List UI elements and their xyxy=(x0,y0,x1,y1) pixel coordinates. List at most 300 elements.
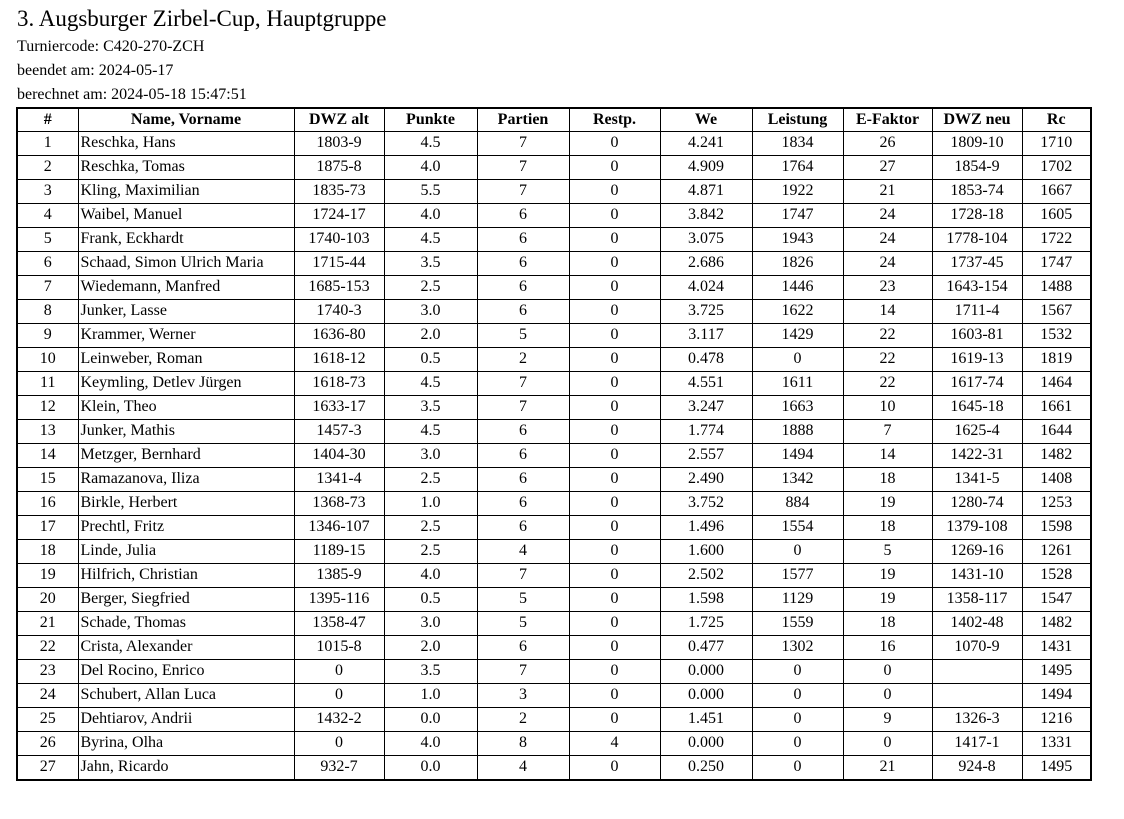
cell-rank: 16 xyxy=(17,492,78,516)
cell-we: 3.842 xyxy=(660,204,752,228)
cell-punkte: 3.5 xyxy=(384,396,477,420)
cell-e-faktor: 24 xyxy=(843,204,932,228)
cell-rc: 1253 xyxy=(1022,492,1091,516)
cell-e-faktor: 10 xyxy=(843,396,932,420)
cell-dwz-neu: 1643-154 xyxy=(932,276,1022,300)
cell-we: 1.600 xyxy=(660,540,752,564)
cell-e-faktor: 26 xyxy=(843,132,932,156)
cell-leistung: 0 xyxy=(752,732,843,756)
cell-dwz-alt: 1358-47 xyxy=(294,612,384,636)
cell-dwz-neu: 1402-48 xyxy=(932,612,1022,636)
cell-leistung: 1747 xyxy=(752,204,843,228)
col-header-leistung: Leistung xyxy=(752,108,843,132)
cell-leistung: 1342 xyxy=(752,468,843,492)
cell-rc: 1408 xyxy=(1022,468,1091,492)
cell-dwz-alt: 1740-103 xyxy=(294,228,384,252)
cell-dwz-alt: 1835-73 xyxy=(294,180,384,204)
cell-dwz-neu: 1854-9 xyxy=(932,156,1022,180)
table-row xyxy=(17,612,1091,636)
cell-rc: 1464 xyxy=(1022,372,1091,396)
cell-rc: 1605 xyxy=(1022,204,1091,228)
cell-dwz-alt: 1015-8 xyxy=(294,636,384,660)
table-row xyxy=(17,300,1091,324)
cell-name: Dehtiarov, Andrii xyxy=(78,708,294,732)
cell-punkte: 1.0 xyxy=(384,492,477,516)
cell-rc: 1598 xyxy=(1022,516,1091,540)
cell-e-faktor: 24 xyxy=(843,252,932,276)
cell-dwz-alt: 1740-3 xyxy=(294,300,384,324)
cell-restp: 0 xyxy=(569,228,660,252)
cell-rc: 1747 xyxy=(1022,252,1091,276)
cell-dwz-neu: 1417-1 xyxy=(932,732,1022,756)
cell-rc: 1644 xyxy=(1022,420,1091,444)
cell-name: Keymling, Detlev Jürgen xyxy=(78,372,294,396)
cell-rank: 15 xyxy=(17,468,78,492)
cell-e-faktor: 7 xyxy=(843,420,932,444)
cell-leistung: 1446 xyxy=(752,276,843,300)
table-row xyxy=(17,228,1091,252)
cell-rc: 1819 xyxy=(1022,348,1091,372)
cell-partien: 5 xyxy=(477,324,569,348)
cell-dwz-alt: 1724-17 xyxy=(294,204,384,228)
cell-dwz-neu xyxy=(932,660,1022,684)
cell-leistung: 1302 xyxy=(752,636,843,660)
cell-dwz-neu: 1778-104 xyxy=(932,228,1022,252)
calculated-date: berechnet am: 2024-05-18 15:47:51 xyxy=(17,86,247,103)
cell-partien: 6 xyxy=(477,492,569,516)
cell-dwz-neu: 1619-13 xyxy=(932,348,1022,372)
table-row xyxy=(17,588,1091,612)
cell-we: 3.752 xyxy=(660,492,752,516)
cell-punkte: 4.5 xyxy=(384,228,477,252)
cell-rank: 11 xyxy=(17,372,78,396)
cell-dwz-neu: 924-8 xyxy=(932,756,1022,781)
cell-punkte: 1.0 xyxy=(384,684,477,708)
cell-e-faktor: 0 xyxy=(843,660,932,684)
cell-dwz-alt: 1341-4 xyxy=(294,468,384,492)
table-row xyxy=(17,252,1091,276)
cell-e-faktor: 19 xyxy=(843,564,932,588)
cell-leistung: 1429 xyxy=(752,324,843,348)
cell-dwz-neu: 1280-74 xyxy=(932,492,1022,516)
cell-leistung: 1611 xyxy=(752,372,843,396)
cell-e-faktor: 19 xyxy=(843,492,932,516)
cell-we: 2.502 xyxy=(660,564,752,588)
table-row xyxy=(17,636,1091,660)
cell-punkte: 2.5 xyxy=(384,468,477,492)
cell-e-faktor: 5 xyxy=(843,540,932,564)
cell-restp: 0 xyxy=(569,324,660,348)
cell-rc: 1495 xyxy=(1022,660,1091,684)
cell-restp: 0 xyxy=(569,612,660,636)
cell-partien: 5 xyxy=(477,588,569,612)
cell-punkte: 3.0 xyxy=(384,612,477,636)
cell-partien: 4 xyxy=(477,540,569,564)
cell-partien: 7 xyxy=(477,660,569,684)
cell-name: Junker, Mathis xyxy=(78,420,294,444)
cell-leistung: 1554 xyxy=(752,516,843,540)
cell-we: 0.000 xyxy=(660,732,752,756)
cell-punkte: 3.5 xyxy=(384,660,477,684)
table-row xyxy=(17,156,1091,180)
col-header-dwz-alt: DWZ alt xyxy=(294,108,384,132)
cell-we: 0.478 xyxy=(660,348,752,372)
cell-punkte: 4.0 xyxy=(384,156,477,180)
cell-we: 3.725 xyxy=(660,300,752,324)
cell-dwz-alt: 1633-17 xyxy=(294,396,384,420)
cell-rank: 10 xyxy=(17,348,78,372)
cell-partien: 2 xyxy=(477,348,569,372)
col-header-e-faktor: E-Faktor xyxy=(843,108,932,132)
cell-name: Birkle, Herbert xyxy=(78,492,294,516)
cell-rc: 1216 xyxy=(1022,708,1091,732)
cell-dwz-alt: 1618-12 xyxy=(294,348,384,372)
cell-partien: 6 xyxy=(477,252,569,276)
cell-partien: 6 xyxy=(477,300,569,324)
cell-rank: 26 xyxy=(17,732,78,756)
cell-dwz-neu: 1431-10 xyxy=(932,564,1022,588)
table-row xyxy=(17,492,1091,516)
cell-e-faktor: 0 xyxy=(843,732,932,756)
cell-dwz-neu: 1341-5 xyxy=(932,468,1022,492)
cell-we: 1.725 xyxy=(660,612,752,636)
cell-dwz-neu: 1617-74 xyxy=(932,372,1022,396)
cell-name: Krammer, Werner xyxy=(78,324,294,348)
cell-e-faktor: 16 xyxy=(843,636,932,660)
cell-dwz-neu: 1737-45 xyxy=(932,252,1022,276)
cell-rank: 19 xyxy=(17,564,78,588)
cell-punkte: 4.0 xyxy=(384,204,477,228)
cell-dwz-alt: 0 xyxy=(294,660,384,684)
cell-restp: 0 xyxy=(569,636,660,660)
table-row xyxy=(17,540,1091,564)
col-header-rc: Rc xyxy=(1022,108,1091,132)
cell-rank: 2 xyxy=(17,156,78,180)
cell-name: Metzger, Bernhard xyxy=(78,444,294,468)
table-row xyxy=(17,468,1091,492)
cell-dwz-neu: 1603-81 xyxy=(932,324,1022,348)
cell-partien: 5 xyxy=(477,612,569,636)
cell-rank: 23 xyxy=(17,660,78,684)
cell-restp: 0 xyxy=(569,708,660,732)
cell-dwz-alt: 1715-44 xyxy=(294,252,384,276)
cell-restp: 0 xyxy=(569,684,660,708)
cell-rc: 1494 xyxy=(1022,684,1091,708)
cell-name: Reschka, Tomas xyxy=(78,156,294,180)
cell-rc: 1702 xyxy=(1022,156,1091,180)
cell-restp: 0 xyxy=(569,516,660,540)
cell-name: Reschka, Hans xyxy=(78,132,294,156)
cell-dwz-alt: 1385-9 xyxy=(294,564,384,588)
cell-rank: 1 xyxy=(17,132,78,156)
cell-we: 1.774 xyxy=(660,420,752,444)
cell-dwz-alt: 1457-3 xyxy=(294,420,384,444)
cell-rank: 7 xyxy=(17,276,78,300)
cell-partien: 4 xyxy=(477,756,569,781)
cell-restp: 0 xyxy=(569,660,660,684)
cell-leistung: 1834 xyxy=(752,132,843,156)
cell-punkte: 4.5 xyxy=(384,372,477,396)
cell-rank: 9 xyxy=(17,324,78,348)
table-row xyxy=(17,732,1091,756)
cell-rc: 1482 xyxy=(1022,612,1091,636)
cell-dwz-alt: 1189-15 xyxy=(294,540,384,564)
cell-dwz-alt: 0 xyxy=(294,684,384,708)
cell-name: Hilfrich, Christian xyxy=(78,564,294,588)
cell-we: 4.024 xyxy=(660,276,752,300)
cell-partien: 7 xyxy=(477,372,569,396)
cell-leistung: 1494 xyxy=(752,444,843,468)
cell-punkte: 4.5 xyxy=(384,420,477,444)
cell-e-faktor: 0 xyxy=(843,684,932,708)
cell-we: 0.000 xyxy=(660,660,752,684)
cell-rc: 1482 xyxy=(1022,444,1091,468)
cell-name: Schaad, Simon Ulrich Maria xyxy=(78,252,294,276)
cell-dwz-alt: 1875-8 xyxy=(294,156,384,180)
cell-rank: 24 xyxy=(17,684,78,708)
results-table xyxy=(16,107,1092,781)
cell-restp: 0 xyxy=(569,756,660,781)
cell-rank: 5 xyxy=(17,228,78,252)
cell-punkte: 0.0 xyxy=(384,756,477,781)
cell-punkte: 2.0 xyxy=(384,324,477,348)
table-header-row xyxy=(17,108,1091,132)
cell-e-faktor: 21 xyxy=(843,756,932,781)
cell-name: Berger, Siegfried xyxy=(78,588,294,612)
cell-punkte: 2.0 xyxy=(384,636,477,660)
cell-rc: 1710 xyxy=(1022,132,1091,156)
cell-name: Junker, Lasse xyxy=(78,300,294,324)
table-row xyxy=(17,708,1091,732)
cell-name: Schubert, Allan Luca xyxy=(78,684,294,708)
cell-we: 0.250 xyxy=(660,756,752,781)
table-row xyxy=(17,324,1091,348)
cell-restp: 0 xyxy=(569,372,660,396)
cell-punkte: 2.5 xyxy=(384,276,477,300)
cell-name: Frank, Eckhardt xyxy=(78,228,294,252)
cell-dwz-alt: 0 xyxy=(294,732,384,756)
cell-punkte: 0.5 xyxy=(384,588,477,612)
cell-name: Del Rocino, Enrico xyxy=(78,660,294,684)
cell-dwz-alt: 1636-80 xyxy=(294,324,384,348)
cell-rank: 8 xyxy=(17,300,78,324)
table-row xyxy=(17,516,1091,540)
cell-e-faktor: 18 xyxy=(843,468,932,492)
col-header-we: We xyxy=(660,108,752,132)
ended-date: beendet am: 2024-05-17 xyxy=(17,62,174,79)
cell-e-faktor: 22 xyxy=(843,372,932,396)
cell-dwz-neu: 1269-16 xyxy=(932,540,1022,564)
cell-leistung: 1922 xyxy=(752,180,843,204)
cell-name: Schade, Thomas xyxy=(78,612,294,636)
cell-dwz-alt: 1404-30 xyxy=(294,444,384,468)
cell-rc: 1722 xyxy=(1022,228,1091,252)
cell-rc: 1547 xyxy=(1022,588,1091,612)
cell-leistung: 0 xyxy=(752,756,843,781)
cell-we: 4.241 xyxy=(660,132,752,156)
cell-leistung: 0 xyxy=(752,708,843,732)
cell-rc: 1567 xyxy=(1022,300,1091,324)
cell-dwz-alt: 1685-153 xyxy=(294,276,384,300)
cell-name: Crista, Alexander xyxy=(78,636,294,660)
cell-e-faktor: 9 xyxy=(843,708,932,732)
cell-punkte: 4.0 xyxy=(384,732,477,756)
cell-rank: 27 xyxy=(17,756,78,781)
cell-name: Wiedemann, Manfred xyxy=(78,276,294,300)
cell-partien: 6 xyxy=(477,636,569,660)
tournament-code: Turniercode: C420-270-ZCH xyxy=(17,38,205,55)
cell-name: Prechtl, Fritz xyxy=(78,516,294,540)
cell-leistung: 0 xyxy=(752,660,843,684)
cell-we: 4.871 xyxy=(660,180,752,204)
cell-leistung: 1888 xyxy=(752,420,843,444)
table-row xyxy=(17,756,1091,781)
cell-restp: 0 xyxy=(569,252,660,276)
cell-partien: 7 xyxy=(477,396,569,420)
cell-rank: 12 xyxy=(17,396,78,420)
cell-leistung: 1663 xyxy=(752,396,843,420)
cell-dwz-alt: 1432-2 xyxy=(294,708,384,732)
col-header-punkte: Punkte xyxy=(384,108,477,132)
cell-partien: 7 xyxy=(477,132,569,156)
cell-rc: 1431 xyxy=(1022,636,1091,660)
cell-restp: 0 xyxy=(569,156,660,180)
cell-dwz-neu: 1711-4 xyxy=(932,300,1022,324)
cell-name: Klein, Theo xyxy=(78,396,294,420)
cell-leistung: 1826 xyxy=(752,252,843,276)
cell-dwz-neu: 1379-108 xyxy=(932,516,1022,540)
cell-dwz-neu: 1645-18 xyxy=(932,396,1022,420)
cell-dwz-alt: 932-7 xyxy=(294,756,384,781)
col-header-restp: Restp. xyxy=(569,108,660,132)
cell-name: Byrina, Olha xyxy=(78,732,294,756)
cell-partien: 7 xyxy=(477,156,569,180)
cell-leistung: 1577 xyxy=(752,564,843,588)
cell-leistung: 1943 xyxy=(752,228,843,252)
cell-we: 4.551 xyxy=(660,372,752,396)
cell-we: 2.686 xyxy=(660,252,752,276)
cell-dwz-alt: 1395-116 xyxy=(294,588,384,612)
table-row xyxy=(17,132,1091,156)
cell-restp: 0 xyxy=(569,180,660,204)
cell-e-faktor: 19 xyxy=(843,588,932,612)
cell-punkte: 4.0 xyxy=(384,564,477,588)
cell-e-faktor: 27 xyxy=(843,156,932,180)
table-row xyxy=(17,204,1091,228)
cell-leistung: 1764 xyxy=(752,156,843,180)
col-header-partien: Partien xyxy=(477,108,569,132)
cell-leistung: 0 xyxy=(752,348,843,372)
cell-rc: 1331 xyxy=(1022,732,1091,756)
cell-we: 1.451 xyxy=(660,708,752,732)
cell-partien: 8 xyxy=(477,732,569,756)
cell-dwz-alt: 1346-107 xyxy=(294,516,384,540)
cell-we: 1.496 xyxy=(660,516,752,540)
table-row xyxy=(17,348,1091,372)
cell-dwz-neu: 1853-74 xyxy=(932,180,1022,204)
cell-leistung: 1622 xyxy=(752,300,843,324)
cell-rc: 1261 xyxy=(1022,540,1091,564)
col-header-rank: # xyxy=(17,108,78,132)
cell-partien: 6 xyxy=(477,468,569,492)
cell-partien: 6 xyxy=(477,444,569,468)
cell-we: 3.075 xyxy=(660,228,752,252)
cell-leistung: 0 xyxy=(752,540,843,564)
cell-name: Ramazanova, Iliza xyxy=(78,468,294,492)
cell-restp: 0 xyxy=(569,588,660,612)
table-row xyxy=(17,180,1091,204)
cell-punkte: 4.5 xyxy=(384,132,477,156)
cell-rank: 6 xyxy=(17,252,78,276)
cell-partien: 3 xyxy=(477,684,569,708)
cell-name: Leinweber, Roman xyxy=(78,348,294,372)
table-row xyxy=(17,276,1091,300)
cell-rc: 1488 xyxy=(1022,276,1091,300)
table-row xyxy=(17,396,1091,420)
table-row xyxy=(17,372,1091,396)
cell-e-faktor: 14 xyxy=(843,444,932,468)
cell-leistung: 1129 xyxy=(752,588,843,612)
cell-restp: 0 xyxy=(569,276,660,300)
table-row xyxy=(17,444,1091,468)
cell-we: 0.477 xyxy=(660,636,752,660)
cell-partien: 6 xyxy=(477,420,569,444)
cell-dwz-neu: 1625-4 xyxy=(932,420,1022,444)
cell-dwz-alt: 1368-73 xyxy=(294,492,384,516)
cell-dwz-neu: 1358-117 xyxy=(932,588,1022,612)
cell-restp: 4 xyxy=(569,732,660,756)
cell-name: Waibel, Manuel xyxy=(78,204,294,228)
cell-e-faktor: 22 xyxy=(843,348,932,372)
cell-punkte: 3.5 xyxy=(384,252,477,276)
cell-e-faktor: 18 xyxy=(843,612,932,636)
cell-dwz-neu: 1326-3 xyxy=(932,708,1022,732)
cell-rank: 21 xyxy=(17,612,78,636)
cell-punkte: 3.0 xyxy=(384,444,477,468)
cell-we: 2.490 xyxy=(660,468,752,492)
col-header-name: Name, Vorname xyxy=(78,108,294,132)
cell-punkte: 3.0 xyxy=(384,300,477,324)
cell-punkte: 2.5 xyxy=(384,516,477,540)
cell-restp: 0 xyxy=(569,396,660,420)
cell-rc: 1661 xyxy=(1022,396,1091,420)
cell-dwz-alt: 1618-73 xyxy=(294,372,384,396)
cell-restp: 0 xyxy=(569,564,660,588)
cell-name: Jahn, Ricardo xyxy=(78,756,294,781)
col-header-dwz-neu: DWZ neu xyxy=(932,108,1022,132)
cell-punkte: 0.0 xyxy=(384,708,477,732)
cell-leistung: 0 xyxy=(752,684,843,708)
cell-rc: 1528 xyxy=(1022,564,1091,588)
cell-e-faktor: 14 xyxy=(843,300,932,324)
cell-punkte: 5.5 xyxy=(384,180,477,204)
cell-partien: 6 xyxy=(477,276,569,300)
cell-we: 1.598 xyxy=(660,588,752,612)
cell-restp: 0 xyxy=(569,348,660,372)
cell-restp: 0 xyxy=(569,468,660,492)
cell-rank: 14 xyxy=(17,444,78,468)
cell-rank: 25 xyxy=(17,708,78,732)
cell-name: Linde, Julia xyxy=(78,540,294,564)
cell-dwz-neu: 1070-9 xyxy=(932,636,1022,660)
cell-partien: 6 xyxy=(477,204,569,228)
cell-rank: 4 xyxy=(17,204,78,228)
cell-e-faktor: 24 xyxy=(843,228,932,252)
cell-restp: 0 xyxy=(569,132,660,156)
cell-dwz-neu xyxy=(932,684,1022,708)
cell-partien: 7 xyxy=(477,180,569,204)
cell-rank: 22 xyxy=(17,636,78,660)
